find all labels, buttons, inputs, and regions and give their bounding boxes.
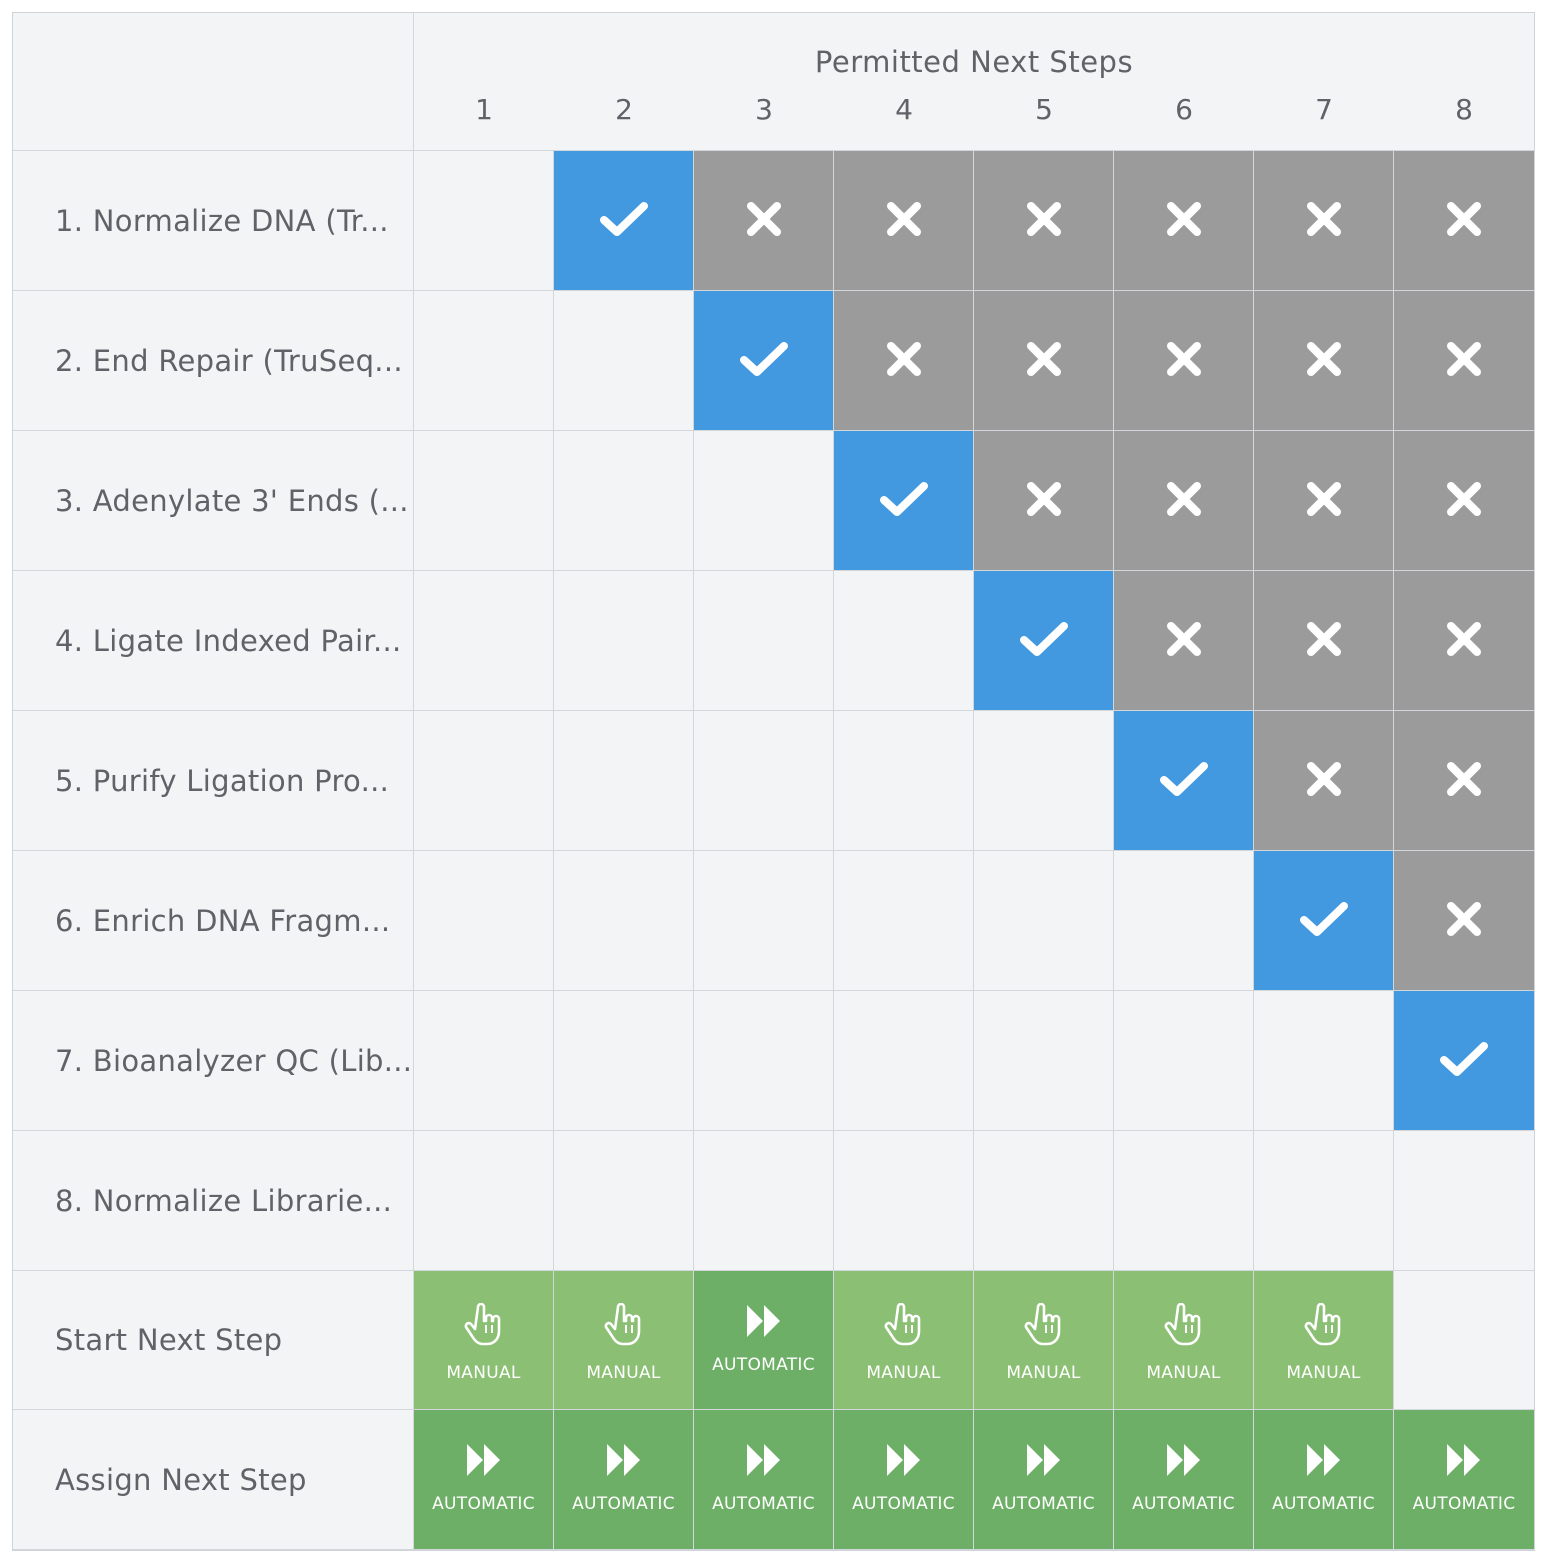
x-icon (1304, 479, 1344, 523)
matrix-cell-not-permitted[interactable] (1254, 431, 1394, 571)
step-row-label-3: 3. Adenylate 3' Ends (... (13, 431, 414, 571)
x-icon (1304, 759, 1344, 803)
automatic-action-button[interactable] (1394, 1410, 1534, 1550)
x-icon (884, 199, 924, 243)
action-mode-label: AUTOMATIC (712, 1494, 815, 1514)
matrix-cell-empty[interactable] (694, 571, 834, 711)
matrix-cell-empty[interactable] (414, 571, 554, 711)
column-number-5: 5 (1035, 93, 1053, 126)
action-mode-label: MANUAL (1146, 1363, 1221, 1383)
manual-action-button[interactable] (554, 1271, 694, 1410)
matrix-cell-not-permitted[interactable] (1394, 291, 1534, 431)
matrix-cell-empty[interactable] (1114, 851, 1254, 991)
x-icon (1304, 339, 1344, 383)
matrix-cell-not-permitted[interactable] (974, 431, 1114, 571)
automatic-action-button[interactable] (694, 1271, 834, 1410)
matrix-cell-permitted[interactable] (1254, 851, 1394, 991)
x-icon (1164, 199, 1204, 243)
x-icon (1444, 479, 1484, 523)
matrix-cell-empty[interactable] (834, 1131, 974, 1271)
x-icon (1444, 199, 1484, 243)
action-mode-label: AUTOMATIC (1272, 1494, 1375, 1514)
matrix-cell-not-permitted[interactable] (1114, 151, 1254, 291)
fast-forward-icon (1305, 1410, 1343, 1482)
matrix-cell-not-permitted[interactable] (1114, 431, 1254, 571)
matrix-cell-empty[interactable] (834, 711, 974, 851)
column-numbers (414, 93, 1534, 126)
fast-forward-icon (745, 1410, 783, 1482)
matrix-cell-not-permitted[interactable] (1114, 291, 1254, 431)
fast-forward-icon (1025, 1410, 1063, 1482)
x-icon (1444, 899, 1484, 943)
check-icon (739, 339, 789, 383)
automatic-action-button[interactable] (1114, 1410, 1254, 1550)
action-mode-label: AUTOMATIC (1132, 1494, 1235, 1514)
x-icon (1444, 339, 1484, 383)
manual-action-button[interactable] (1254, 1271, 1394, 1410)
check-icon (1159, 759, 1209, 803)
fast-forward-icon (465, 1410, 503, 1482)
x-icon (1164, 619, 1204, 663)
step-row-label-6: 6. Enrich DNA Fragm... (13, 851, 414, 991)
matrix-cell-not-permitted[interactable] (694, 151, 834, 291)
check-icon (599, 199, 649, 243)
x-icon (1164, 339, 1204, 383)
automatic-action-button[interactable] (554, 1410, 694, 1550)
matrix-cell-empty[interactable] (834, 571, 974, 711)
matrix-cell-not-permitted[interactable] (974, 291, 1114, 431)
column-number-1: 1 (475, 93, 493, 126)
fast-forward-icon (605, 1410, 643, 1482)
check-icon (1019, 619, 1069, 663)
column-number-7: 7 (1315, 93, 1333, 126)
matrix-cell-permitted[interactable] (1394, 991, 1534, 1131)
automatic-action-button[interactable] (1254, 1410, 1394, 1550)
matrix-cell-empty[interactable] (834, 991, 974, 1131)
matrix-cell-not-permitted[interactable] (1254, 711, 1394, 851)
matrix-cell-empty[interactable] (974, 1131, 1114, 1271)
matrix-cell-empty[interactable] (554, 431, 694, 571)
matrix-cell-empty[interactable] (1394, 1131, 1534, 1271)
next-steps-matrix (12, 12, 1535, 1551)
matrix-cell-empty[interactable] (974, 851, 1114, 991)
matrix-cell-empty[interactable] (414, 291, 554, 431)
action-mode-label: AUTOMATIC (992, 1494, 1095, 1514)
x-icon (1304, 619, 1344, 663)
action-mode-label: AUTOMATIC (572, 1494, 675, 1514)
matrix-cell-empty[interactable] (414, 1131, 554, 1271)
matrix-cell-permitted[interactable] (694, 291, 834, 431)
x-icon (1444, 619, 1484, 663)
matrix-cell-empty[interactable] (554, 571, 694, 711)
column-number-6: 6 (1175, 93, 1193, 126)
action-mode-label: AUTOMATIC (1412, 1494, 1516, 1514)
x-icon (1024, 339, 1064, 383)
matrix-cell-empty[interactable] (554, 991, 694, 1131)
matrix-cell-not-permitted[interactable] (1254, 571, 1394, 711)
automatic-action-button[interactable] (834, 1410, 974, 1550)
matrix-cell-empty[interactable] (1114, 991, 1254, 1131)
matrix-cell-not-permitted[interactable] (1394, 571, 1534, 711)
x-icon (1164, 479, 1204, 523)
matrix-cell-empty[interactable] (1114, 1131, 1254, 1271)
matrix-cell-empty[interactable] (414, 991, 554, 1131)
matrix-cell-not-permitted[interactable] (1254, 291, 1394, 431)
matrix-cell-permitted[interactable] (554, 151, 694, 291)
matrix-cell-empty[interactable] (554, 711, 694, 851)
assign-next-step-label: Assign Next Step (13, 1410, 414, 1550)
matrix-cell-empty[interactable] (554, 1131, 694, 1271)
matrix-header (414, 13, 1534, 151)
hand-pointer-icon (884, 1271, 924, 1351)
step-row-label-7: 7. Bioanalyzer QC (Lib... (13, 991, 414, 1131)
start-next-step-label: Start Next Step (13, 1271, 414, 1410)
matrix-cell-not-permitted[interactable] (1394, 151, 1534, 291)
matrix-cell-empty[interactable] (974, 991, 1114, 1131)
column-number-8: 8 (1455, 93, 1473, 126)
matrix-cell-not-permitted[interactable] (1394, 431, 1534, 571)
action-mode-label: AUTOMATIC (712, 1355, 815, 1375)
x-icon (1024, 479, 1064, 523)
matrix-cell-not-permitted[interactable] (974, 151, 1114, 291)
matrix-cell-empty[interactable] (414, 711, 554, 851)
step-row-label-1: 1. Normalize DNA (Tr... (13, 151, 414, 291)
matrix-cell-not-permitted[interactable] (1394, 851, 1534, 991)
hand-pointer-icon (464, 1271, 504, 1351)
fast-forward-icon (1165, 1410, 1203, 1482)
matrix-cell-permitted[interactable] (974, 571, 1114, 711)
matrix-cell-not-permitted[interactable] (1394, 711, 1534, 851)
action-mode-label: MANUAL (1286, 1363, 1361, 1383)
automatic-action-button[interactable] (974, 1410, 1114, 1550)
x-icon (1444, 759, 1484, 803)
x-icon (744, 199, 784, 243)
permitted-next-steps-title: Permitted Next Steps (814, 45, 1134, 79)
fast-forward-icon (1445, 1410, 1483, 1482)
action-mode-label: MANUAL (446, 1363, 521, 1383)
manual-action-button[interactable] (834, 1271, 974, 1410)
hand-pointer-icon (1024, 1271, 1064, 1351)
step-row-label-4: 4. Ligate Indexed Pair... (13, 571, 414, 711)
column-number-4: 4 (895, 93, 913, 126)
manual-action-button[interactable] (414, 1271, 554, 1410)
matrix-cell-permitted[interactable] (834, 431, 974, 571)
matrix-cell-empty[interactable] (694, 431, 834, 571)
hand-pointer-icon (604, 1271, 644, 1351)
action-mode-label: AUTOMATIC (852, 1494, 955, 1514)
matrix-cell-empty[interactable] (414, 151, 554, 291)
check-icon (1439, 1039, 1489, 1083)
action-mode-label: MANUAL (1006, 1363, 1081, 1383)
matrix-cell-not-permitted[interactable] (1114, 571, 1254, 711)
matrix-cell-not-permitted[interactable] (1254, 151, 1394, 291)
empty-action-cell (1394, 1271, 1534, 1410)
manual-action-button[interactable] (1114, 1271, 1254, 1410)
check-icon (1299, 899, 1349, 943)
step-row-label-5: 5. Purify Ligation Pro... (13, 711, 414, 851)
matrix-cell-empty[interactable] (554, 851, 694, 991)
matrix-cell-empty[interactable] (414, 851, 554, 991)
column-number-2: 2 (615, 93, 633, 126)
x-icon (1304, 199, 1344, 243)
matrix-cell-empty[interactable] (694, 711, 834, 851)
matrix-cell-empty[interactable] (974, 711, 1114, 851)
manual-action-button[interactable] (974, 1271, 1114, 1410)
hand-pointer-icon (1164, 1271, 1204, 1351)
action-mode-label: MANUAL (586, 1363, 661, 1383)
matrix-cell-empty[interactable] (414, 431, 554, 571)
matrix-cell-empty[interactable] (834, 851, 974, 991)
action-mode-label: MANUAL (866, 1363, 941, 1383)
matrix-cell-empty[interactable] (1254, 991, 1394, 1131)
column-number-3: 3 (755, 93, 773, 126)
fast-forward-icon (885, 1410, 923, 1482)
x-icon (1024, 199, 1064, 243)
matrix-cell-permitted[interactable] (1114, 711, 1254, 851)
matrix-cell-not-permitted[interactable] (834, 291, 974, 431)
fast-forward-icon (745, 1271, 783, 1343)
step-row-label-2: 2. End Repair (TruSeq... (13, 291, 414, 431)
matrix-cell-not-permitted[interactable] (834, 151, 974, 291)
matrix-cell-empty[interactable] (694, 851, 834, 991)
action-mode-label: AUTOMATIC (432, 1494, 535, 1514)
matrix-cell-empty[interactable] (1254, 1131, 1394, 1271)
hand-pointer-icon (1304, 1271, 1344, 1351)
step-row-label-8: 8. Normalize Librarie... (13, 1131, 414, 1271)
automatic-action-button[interactable] (414, 1410, 554, 1550)
header-corner (13, 13, 414, 151)
matrix-cell-empty[interactable] (554, 291, 694, 431)
automatic-action-button[interactable] (694, 1410, 834, 1550)
matrix-cell-empty[interactable] (694, 991, 834, 1131)
x-icon (884, 339, 924, 383)
check-icon (879, 479, 929, 523)
matrix-cell-empty[interactable] (694, 1131, 834, 1271)
